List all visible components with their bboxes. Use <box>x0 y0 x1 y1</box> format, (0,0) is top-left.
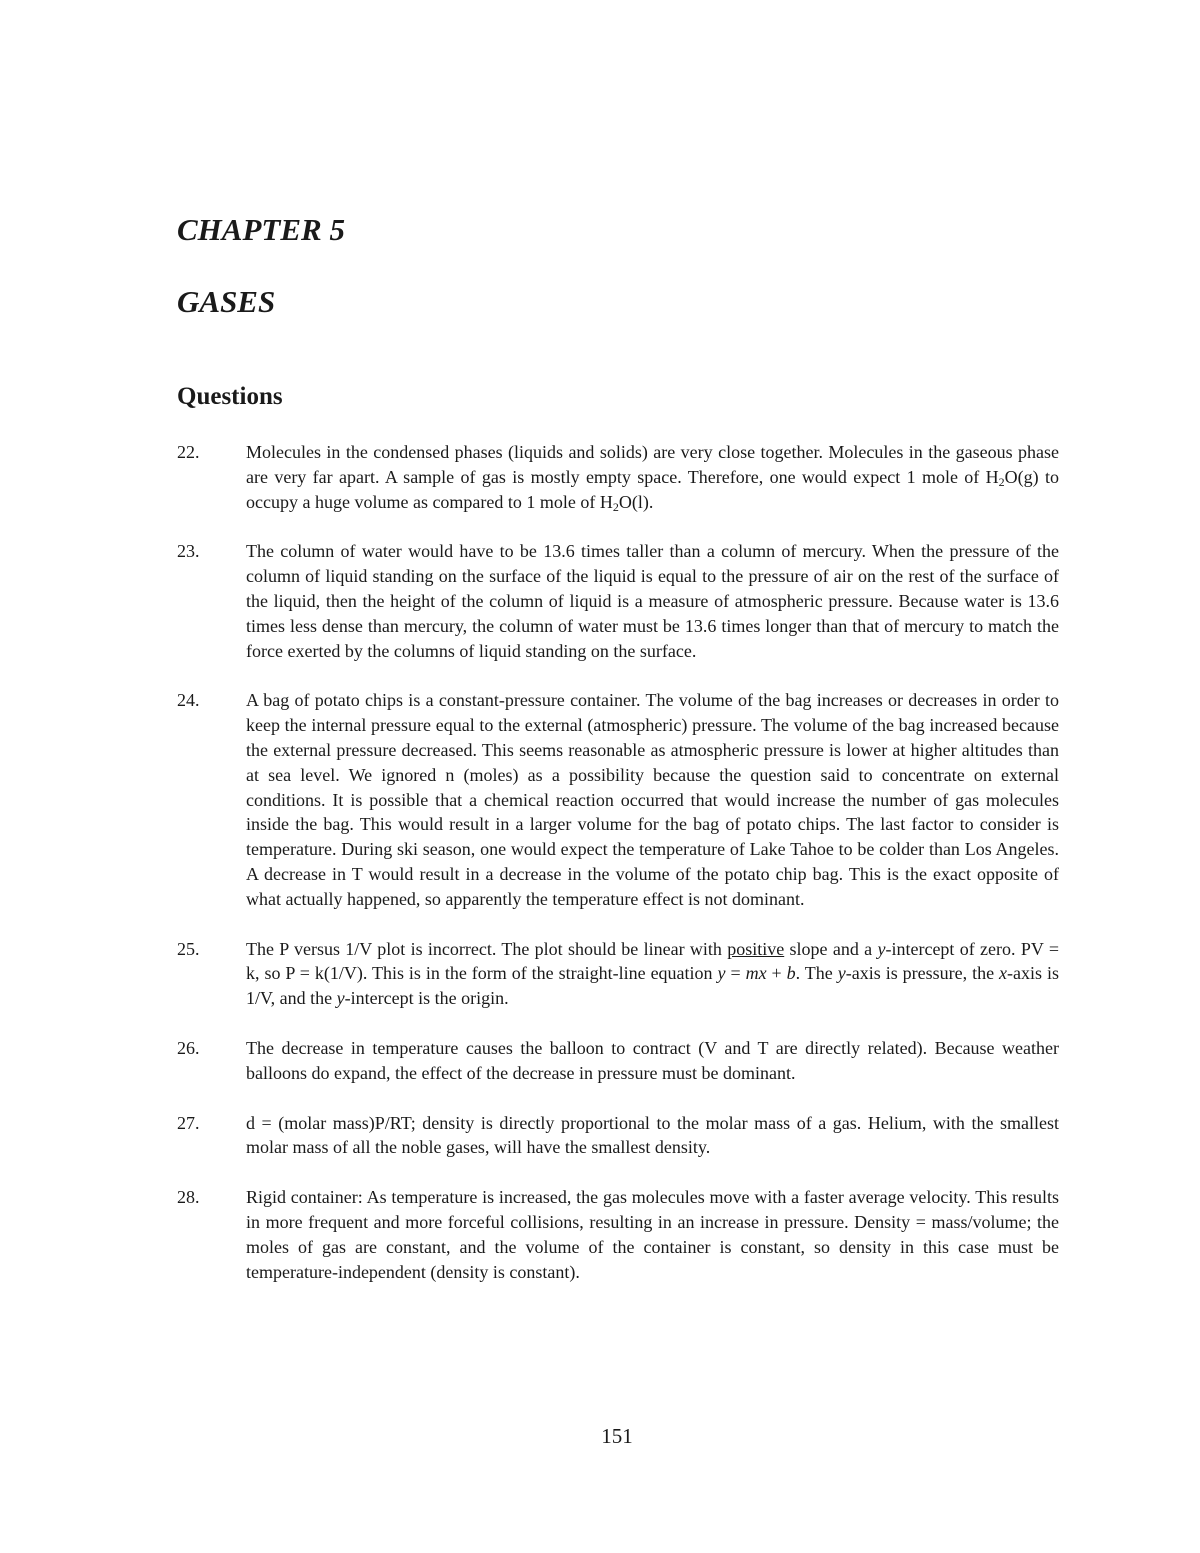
question-27 <box>177 1111 1059 1161</box>
question-text: d = (molar mass)P/RT; density is directly proportional to the molar mass of a gas. Helium, with the smallest molar mass of all the noble gases, will have the smallest density. <box>246 1112 1059 1158</box>
chapter-label: CHAPTER 5 <box>177 212 345 247</box>
question-text: Molecules in the condensed phases (liquids and solids) are very close together. Molecules in the gaseous phase are very far apart. A sample of gas is mostly empty space. Therefore, one would expect 1 mole of $H_2O(g)$ to occupy a huge volume as compared to 1 mole of $H_2O(l)$. <box>246 442 1059 514</box>
section-heading: Questions <box>177 383 283 410</box>
question-22 <box>177 440 1059 514</box>
question-28 <box>177 1185 1059 1284</box>
question-24 <box>177 688 1059 911</box>
question-25 <box>177 937 1059 1011</box>
question-text: A bag of potato chips is a constant-pressure container. The volume of the bag increases or decreases in order to keep the internal pressure equal to the external (atmospheric) pressure. The volume of the bag increased because the external pressure decreased. This seems reasonable as atmospheric pressure is lower at higher altitudes than at sea level. We ignored n (moles) as a possibility because the question said to concentrate on external conditions. It is possible that a chemical reaction occurred that would increase the number of gas molecules inside the bag. This would result in a larger volume for the bag of potato chips. The last factor to consider is temperature. During ski season, one would expect the temperature of Lake Tahoe to be colder than Los Angeles. A decrease in T would result in a decrease in the volume of the potato chip bag. This is the exact opposite of what actually happened, so apparently the temperature effect is not dominant. <box>246 690 1059 909</box>
question-number: 26. <box>177 1037 200 1058</box>
questions-list <box>177 440 1059 1309</box>
underlined-word: positive <box>727 938 785 959</box>
question-number: 23. <box>177 541 200 562</box>
question-text: The P versus 1/V plot is incorrect. The plot should be linear with positive slope and a y-intercept of zero. PV = k, so P = k(1/V). This is in the form of the straight-line equation y = mx + b. The y-axis is pressure, the x-axis is 1/V, and the y-intercept is the origin. <box>246 938 1060 1009</box>
question-text: The decrease in temperature causes the balloon to contract (V and T are directly related). Because weather balloons do expand, the effect of the decrease in pressure must be dominant. <box>246 1037 1059 1083</box>
question-26 <box>177 1036 1059 1086</box>
question-text: The column of water would have to be 13.6 times taller than a column of mercury. When the pressure of the column of liquid standing on the surface of the liquid is equal to the pressure of air on the rest of the surface of the liquid, then the height of the column of liquid is a measure of atmospheric pressure. Because water is 13.6 times less dense than mercury, the column of water must be 13.6 times longer than that of mercury to match the force exerted by the columns of liquid standing on the surface. <box>246 541 1059 661</box>
question-number: 27. <box>177 1112 200 1133</box>
page-number: 151 <box>601 1424 633 1448</box>
question-number: 25. <box>177 938 200 959</box>
question-number: 28. <box>177 1187 200 1208</box>
question-number: 22. <box>177 442 200 462</box>
question-23 <box>177 539 1059 663</box>
question-number: 24. <box>177 690 200 711</box>
question-text: Rigid container: As temperature is increased, the gas molecules move with a faster average velocity. This results in more frequent and more forceful collisions, resulting in an increase in pressure. Density = mass/volume; the moles of gas are constant, and the volume of the container is constant, so density in this case must be temperature-independent (density is constant). <box>246 1187 1059 1282</box>
chapter-title: GASES <box>177 284 276 319</box>
